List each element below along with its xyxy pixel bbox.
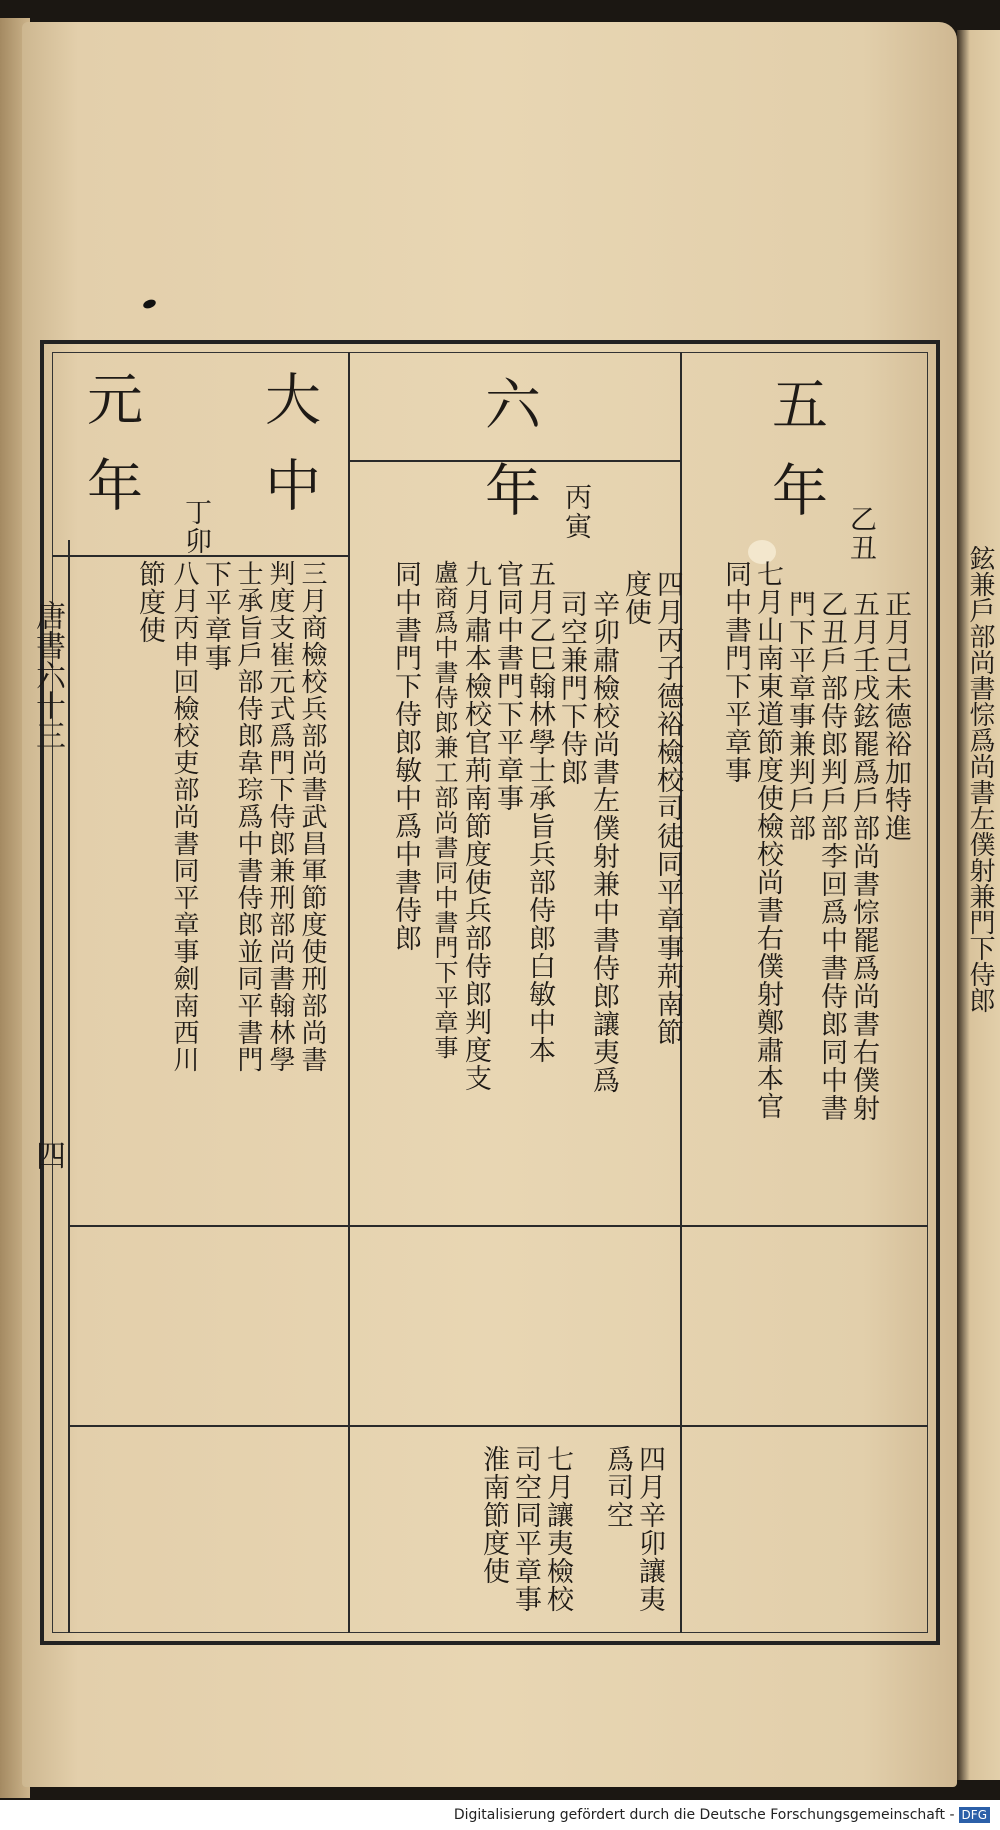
entry-line: 門下平章事兼判戶部 [784,590,815,842]
entry-line: 度使 [620,570,651,626]
entry-line: 同中書門下侍郎敏中爲中書侍郎 [390,560,421,952]
credit-text: Digitalisierung gefördert durch die Deutsche Forschungsgemeinschaft - [453,1807,955,1823]
entry-line: 下平章事 [200,560,231,672]
entry-line: 盧商爲中書侍郎兼工部尚書同中書門下平章事 [430,560,458,1060]
margin-page-number: 四 [30,1140,65,1170]
entry-line: 辛卯肅檢校尚書左僕射兼中書侍郎讓夷爲 [588,590,619,1094]
entry-line: 節度使 [134,560,165,644]
entry-line: 五月壬戌鉉罷爲戶部尚書悰罷爲尚書右僕射 [848,590,879,1122]
entry-line: 爲司空 [602,1445,633,1529]
entry-line: 正月己未德裕加特進 [880,590,911,842]
entry-line: 官同中書門下平章事 [492,560,523,812]
year-title-liu-nian: 六年 [476,375,541,547]
entry-line: 七月山南東道節度使檢校尚書右僕射鄭肅本官 [752,560,783,1120]
entry-line: 九月肅本檢校官荊南節度使兵部侍郎判度支 [460,560,491,1092]
column-divider [348,352,350,1633]
row-divider [68,1425,928,1427]
column-divider [68,540,70,1633]
entry-line: 同中書門下平章事 [720,560,751,784]
entry-line: 司空同平章事 [510,1445,541,1613]
ganzhi-yichou: 乙丑 [845,505,876,563]
era-title-dazhong: 大中 [256,370,321,542]
entry-line: 司空兼門下侍郎 [556,590,587,786]
entry-line: 淮南節度使 [478,1445,509,1585]
digitization-credit [0,1800,1000,1830]
entry-line: 士承旨戶部侍郎韋琮爲中書侍郎並同平書門 [233,560,263,1073]
year-title-wu-nian: 五年 [763,375,828,547]
adjacent-page-text: 鉉兼戶部尚書悰爲尚書左僕射兼門下侍郎 [965,545,995,1013]
ganzhi-dingmao: 丁卯 [180,498,211,556]
dfg-logo: DFG [959,1807,990,1823]
entry-line: 三月商檢校兵部尚書武昌軍節度使刑部尚書 [297,560,327,1073]
row-divider [68,1225,928,1227]
margin-title: 唐書六十三 [30,600,65,750]
entry-line: 八月丙申回檢校吏部尚書同平章事劍南西川 [169,560,199,1073]
ganzhi-bingyin: 丙寅 [560,483,591,541]
adjacent-page [957,30,1000,1780]
entry-line: 五月乙巳翰林學士承旨兵部侍郎白敏中本 [524,560,555,1064]
entry-line: 七月讓夷檢校 [542,1445,573,1613]
year-title-yuan-nian: 元年 [78,370,143,542]
entry-line: 判度支崔元式爲門下侍郎兼刑部尚書翰林學 [265,560,295,1073]
entry-line: 四月辛卯讓夷 [634,1445,665,1613]
entry-line: 四月丙子德裕檢校司徒同平章事荊南節 [652,570,683,1046]
entry-line: 乙丑戶部侍郎判戶部李回爲中書侍郎同中書 [816,590,847,1122]
